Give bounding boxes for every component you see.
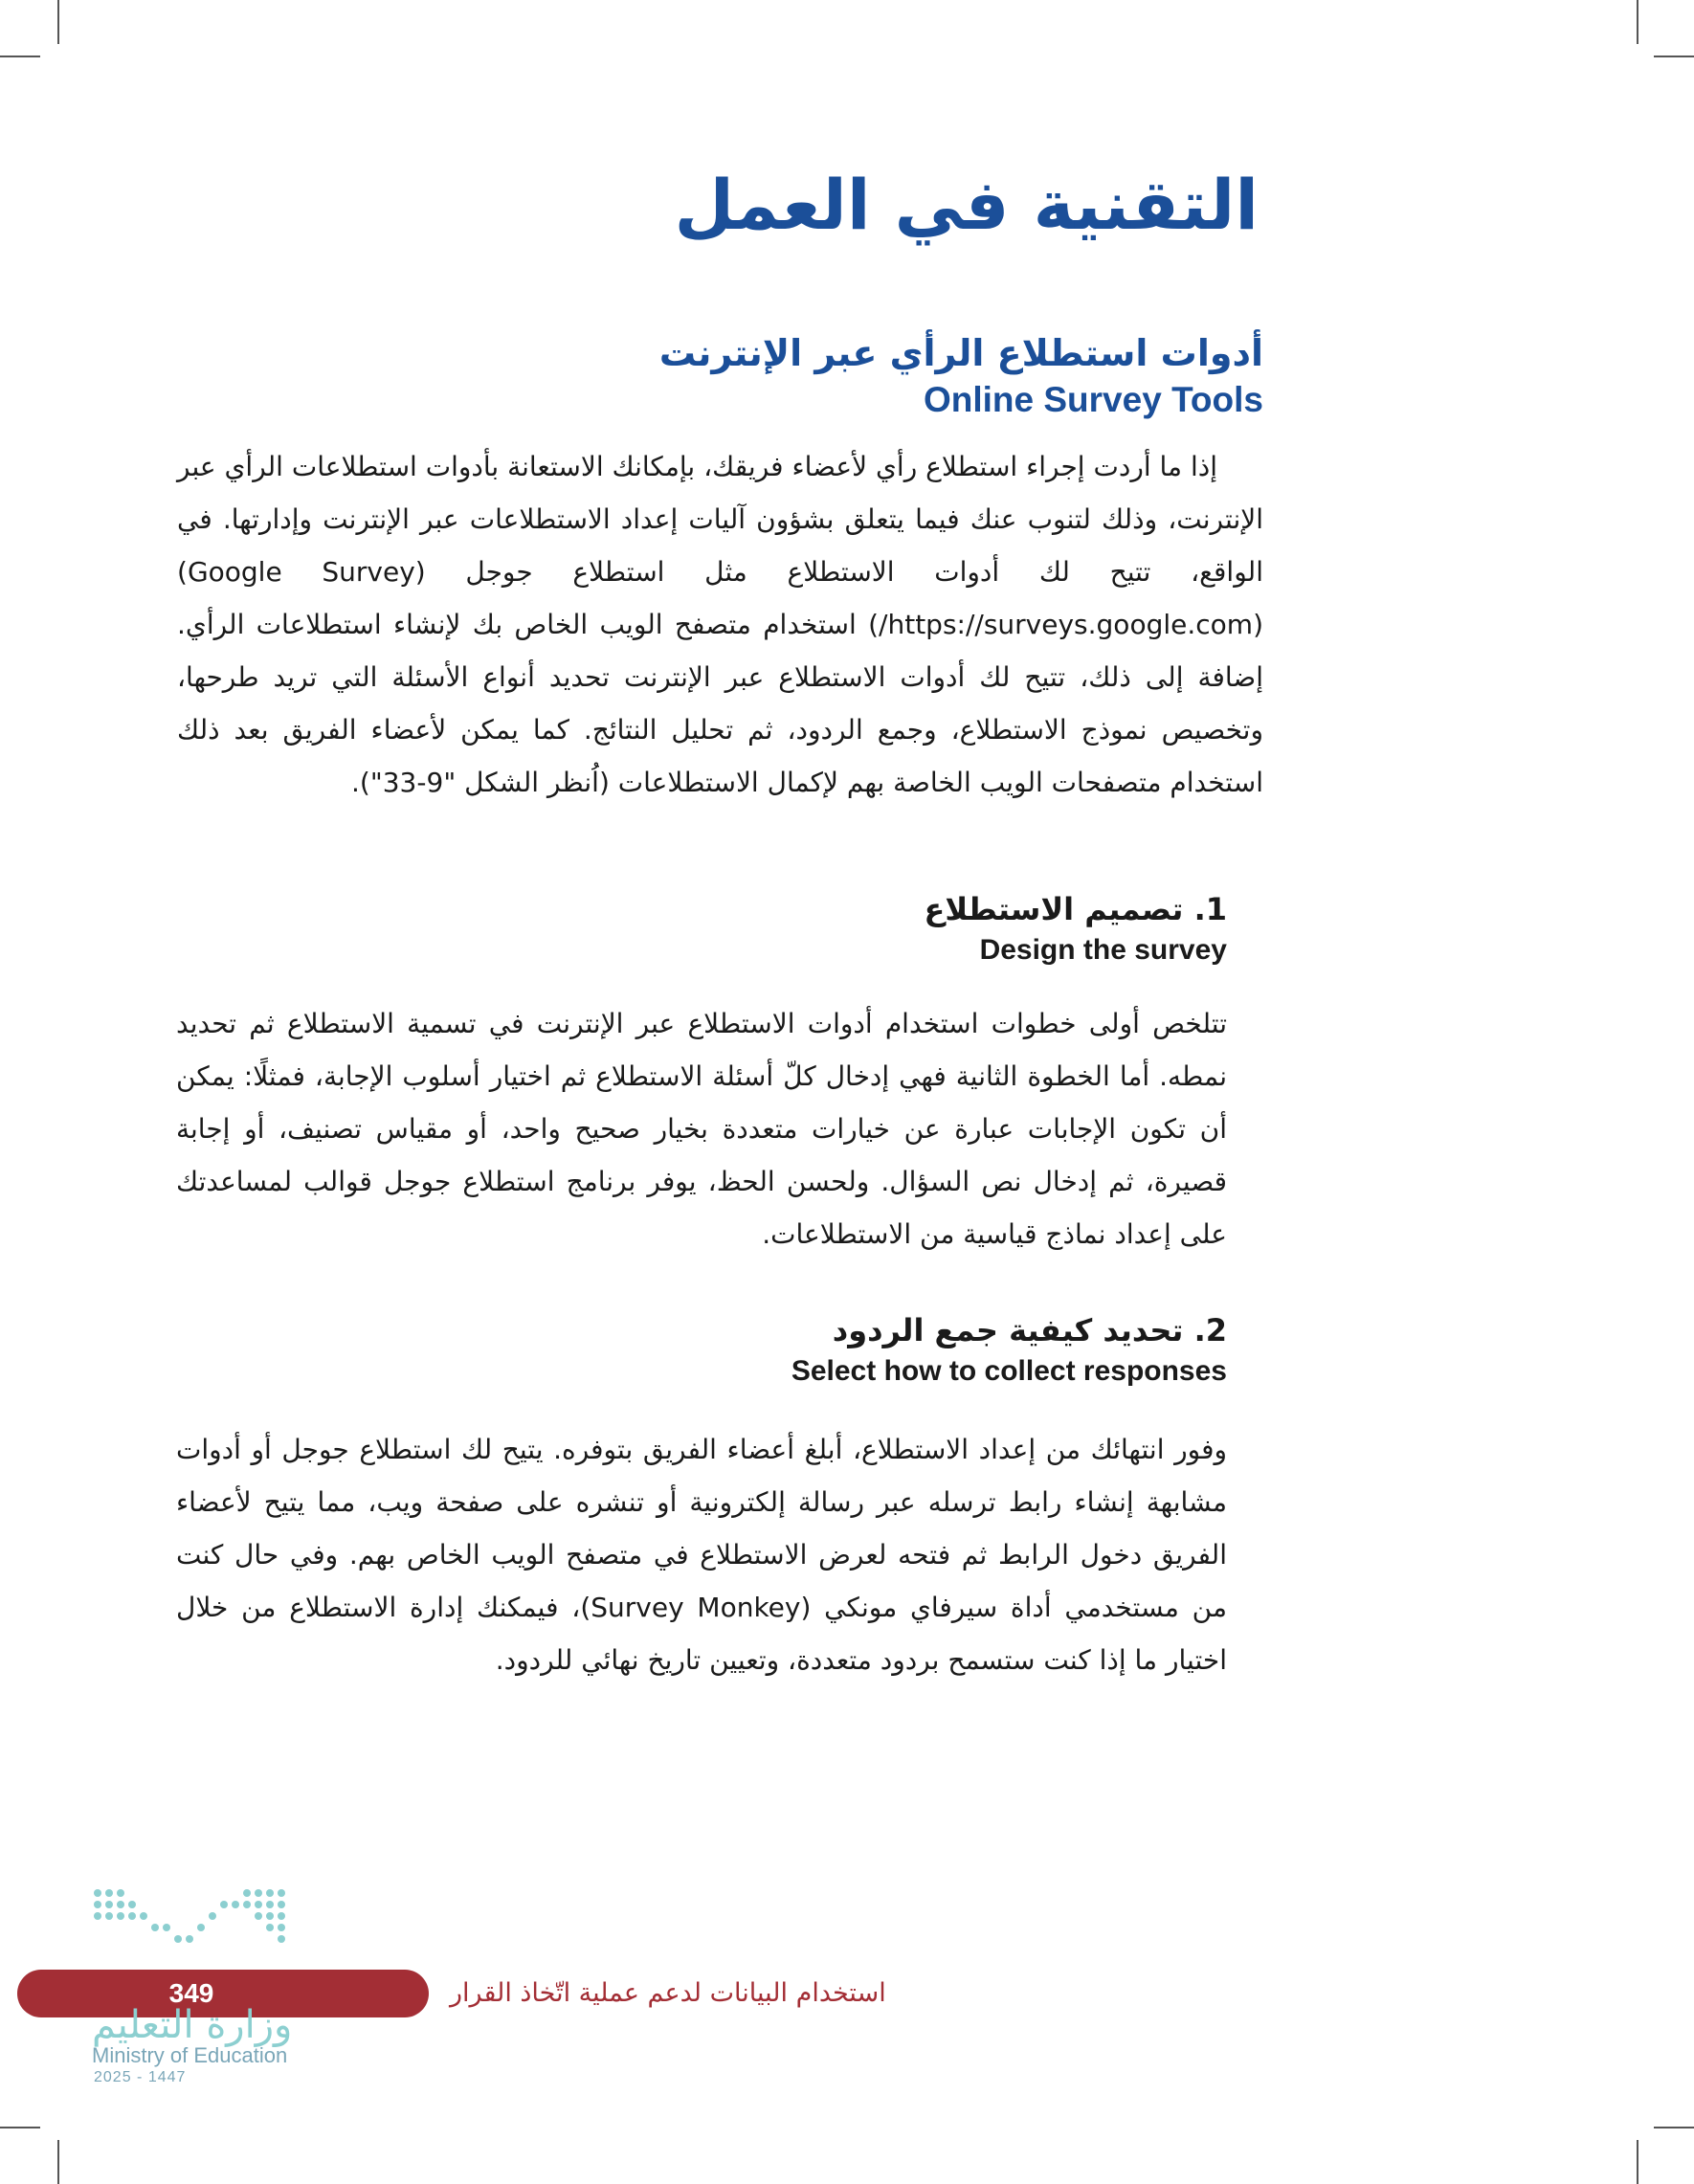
crop-mark-top-right-h <box>1654 56 1694 57</box>
step-2-title-english: Select how to collect responses <box>791 1354 1227 1387</box>
crop-mark-bottom-right <box>1637 2140 1638 2184</box>
step-2-paragraph: وفور انتهائك من إعداد الاستطلاع، أبلغ أعضاء الفريق بتوفره. يتيح لك استطلاع جوجل أو أدوات مشابهة إنشاء رابط ترسله عبر رسالة إلكترونية أو تنشره على صفحة ويب، مما يتيح لأعضاء الفريق دخول الرابط ثم فتحه لعرض الاستطلاع في متصفح الويب الخاص بهم. وفي حال كنت من مستخدمي أداة سيرفاي مونكي (Survey Monkey)، فيمكنك إدارة الاستطلاع من خلال اختيار ما إذا كنت ستسمح بردود متعددة، وتعيين تاريخ نهائي للردود. <box>176 1434 1227 1676</box>
step-1-title-english: Design the survey <box>979 933 1227 966</box>
chapter-title: استخدام البيانات لدعم عملية اتّخاذ القرار <box>450 1978 886 2008</box>
ministry-year: 2025 - 1447 <box>94 2069 187 2085</box>
ministry-logo-dots-icon <box>88 1883 308 1979</box>
page-title: التقنية في العمل <box>674 165 1259 245</box>
ministry-name-arabic: وزارة التعليم <box>92 2003 293 2047</box>
page-number: 349 <box>168 1978 214 2008</box>
step-1-heading <box>924 890 1227 970</box>
intro-paragraph <box>177 440 1263 809</box>
crop-mark-bottom-right-h <box>1654 2127 1694 2128</box>
crop-mark-top-left-h <box>0 56 40 57</box>
section-heading <box>659 330 1263 423</box>
section-title-arabic: أدوات استطلاع الرأي عبر الإنترنت <box>658 332 1263 374</box>
crop-mark-bottom-left-h <box>0 2127 40 2128</box>
crop-mark-top-left <box>57 0 59 44</box>
crop-mark-top-right <box>1637 0 1638 44</box>
intro-text: إذا ما أردت إجراء استطلاع رأي لأعضاء فريقك، بإمكانك الاستعانة بأدوات استطلاعات الرأي عبر الإنترنت، وذلك لتنوب عنك فيما يتعلق بشؤون آليات إعداد الاستطلاعات عبر الإنترنت وإدارتها. في الواقع، تتيح لك أدوات الاستطلاع مثل استطلاع جوجل (Google Survey) (https://surveys.google.com/) استخدام متصفح الويب الخاص بك لإنشاء استطلاعات الرأي. إضافة إلى ذلك، تتيح لك أدوات الاستطلاع عبر الإنترنت تحديد أنواع الأسئلة التي تريد طرحها، وتخصيص نموذج الاستطلاع، وجمع الردود، ثم تحليل النتائج. كما يمكن لأعضاء الفريق بعد ذلك استخدام متصفحات الويب الخاصة بهم لإكمال الاستطلاعات (اُنظر الشكل "9-33"). <box>177 451 1263 798</box>
step-1-paragraph: تتلخص أولى خطوات استخدام أدوات الاستطلاع عبر الإنترنت في تسمية الاستطلاع ثم تحديد نمطه. أما الخطوة الثانية فهي إدخال كلّ أسئلة الاستطلاع ثم اختيار أسلوب الإجابة، فمثلًا: يمكن أن تكون الإجابات عبارة عن خيارات متعددة بخيار صحيح واحد، أو مقياس تصنيف، أو إجابة قصيرة، ثم إدخال نص السؤال. ولحسن الحظ، يوفر برنامج استطلاع جوجل قوالب لمساعدتك على إعداد نماذج قياسية من الاستطلاعات. <box>176 1008 1227 1250</box>
ministry-name-english: Ministry of Education <box>92 2043 288 2067</box>
step-2-heading <box>791 1311 1227 1392</box>
step-2-title-arabic: 2. تحديد كيفية جمع الردود <box>832 1312 1227 1348</box>
crop-mark-bottom-left <box>57 2140 59 2184</box>
step-1-title-arabic: 1. تصميم الاستطلاع <box>924 891 1227 927</box>
section-title-english: Online Survey Tools <box>923 380 1263 420</box>
